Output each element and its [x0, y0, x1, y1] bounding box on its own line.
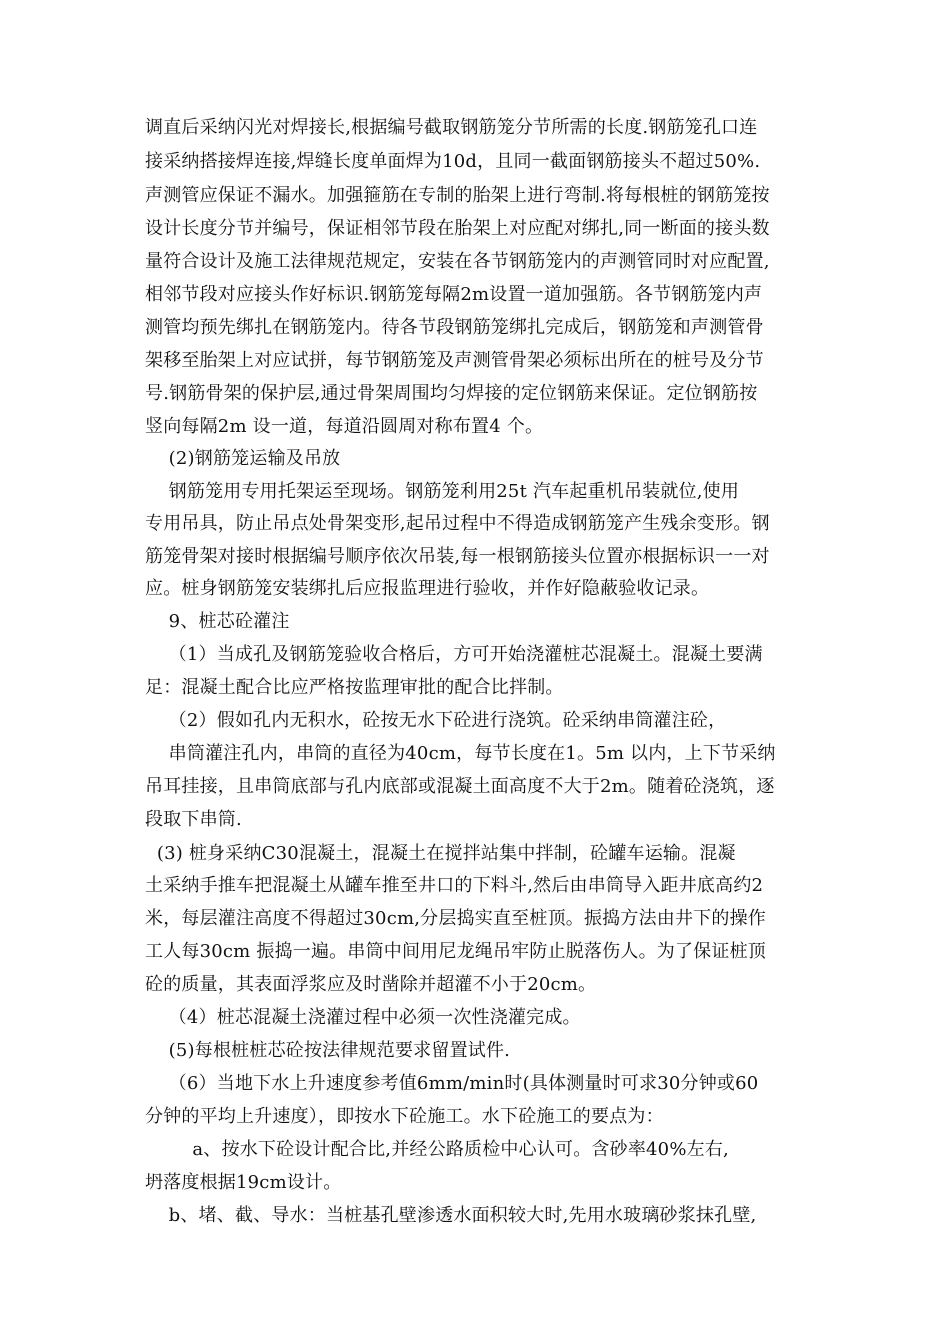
- text-line: 分钟的平均上升速度），即按水下砼施工。水下砼施工的要点为：: [145, 1106, 664, 1127]
- text-line: 专用吊具，防止吊点处骨架变形,起吊过程中不得造成钢筋笼产生残余变形。钢: [145, 513, 770, 534]
- text-line: (5)每根桩桩芯砼按法律规范要求留置试件.: [145, 1040, 511, 1061]
- text-line: (3) 桩身采纳C30混凝土，混凝土在搅拌站集中拌制，砼罐车运输。混凝: [145, 843, 736, 864]
- text-line: 坍落度根据19cm设计。: [145, 1172, 342, 1193]
- text-line: 足：混凝土配合比应严格按监理审批的配合比拌制。: [145, 677, 564, 698]
- text-line: 声测管应保证不漏水。加强箍筋在专制的胎架上进行弯制.将每根桩的钢筋笼按: [145, 185, 770, 206]
- text-line: 段取下串筒.: [145, 809, 242, 830]
- text-line: （4）桩芯混凝土浇灌过程中必须一次性浇灌完成。: [145, 1007, 581, 1028]
- text-line: 工人每30cm 振捣一遍。串筒中间用尼龙绳吊牢防止脱落伤人。为了保证桩顶: [145, 941, 766, 962]
- text-line: b、堵、截、导水：当桩基孔壁渗透水面积较大时,先用水玻璃砂浆抹孔壁,: [145, 1205, 757, 1226]
- text-line: 吊耳挂接，且串筒底部与孔内底部或混凝土面高度不大于2m。随着砼浇筑，逐: [145, 776, 775, 797]
- text-line: 架移至胎架上对应试拼，每节钢筋笼及声测管骨架必须标出所在的桩号及分节: [145, 350, 764, 371]
- text-line: 调直后采纳闪光对焊接长,根据编号截取钢筋笼分节所需的长度.钢筋笼孔口连: [145, 117, 758, 138]
- text-line: 测管均预先绑扎在钢筋笼内。待各节段钢筋笼绑扎完成后，钢筋笼和声测管骨: [145, 317, 764, 338]
- text-line: 接采纳搭接焊连接,焊缝长度单面焊为10d，且同一截面钢筋接头不超过50%.: [145, 151, 761, 172]
- text-line: 竖向每隔2m 设一道，每道沿圆周对称布置4 个。: [145, 416, 544, 437]
- text-line: 土采纳手推车把混凝土从罐车推至井口的下料斗,然后由串筒导入距井底高约2: [145, 875, 764, 896]
- text-line: 应。桩身钢筋笼安装绑扎后应报监理进行验收，并作好隐蔽验收记录。: [145, 578, 710, 599]
- text-line: 设计长度分节并编号，保证相邻节段在胎架上对应配对绑扎,同一断面的接头数: [145, 218, 770, 239]
- text-line: 筋笼骨架对接时根据编号顺序依次吊装,每一根钢筋接头位置亦根据标识一一对: [145, 546, 770, 567]
- text-line: （6）当地下水上升速度参考值6mm/min时(具体测量时可求30分钟或60: [145, 1073, 759, 1094]
- text-line: 相邻节段对应接头作好标识.钢筋笼每隔2m设置一道加强筋。各节钢筋笼内声: [145, 284, 763, 305]
- text-line: （2）假如孔内无积水，砼按无水下砼进行浇筑。砼采纳串筒灌注砼，: [145, 710, 727, 731]
- text-line: （1）当成孔及钢筋笼验收合格后，方可开始浇灌桩芯混凝土。混凝土要满: [145, 644, 763, 665]
- text-line: 号.钢筋骨架的保护层,通过骨架周围均匀焊接的定位钢筋来保证。定位钢筋按: [145, 383, 758, 404]
- text-line: 砼的质量，其表面浮浆应及时凿除并超灌不小于20cm。: [145, 974, 597, 995]
- text-line: 钢筋笼用专用托架运至现场。钢筋笼利用25t 汽车起重机吊装就位,使用: [145, 481, 740, 502]
- section-heading: (2)钢筋笼运输及吊放: [145, 448, 341, 469]
- text-line: a、按水下砼设计配合比,并经公路质检中心认可。含砂率40%左右,: [145, 1139, 729, 1160]
- text-line: 米，每层灌注高度不得超过30cm,分层捣实直至桩顶。振捣方法由井下的操作: [145, 908, 766, 929]
- text-line: 量符合设计及施工法律规范规定，安装在各节钢筋笼内的声测管同时对应配置,: [145, 251, 770, 272]
- text-line: 串筒灌注孔内，串筒的直径为40cm，每节长度在1。5m 以内，上下节采纳: [145, 743, 776, 764]
- section-heading: 9、桩芯砼灌注: [145, 611, 290, 632]
